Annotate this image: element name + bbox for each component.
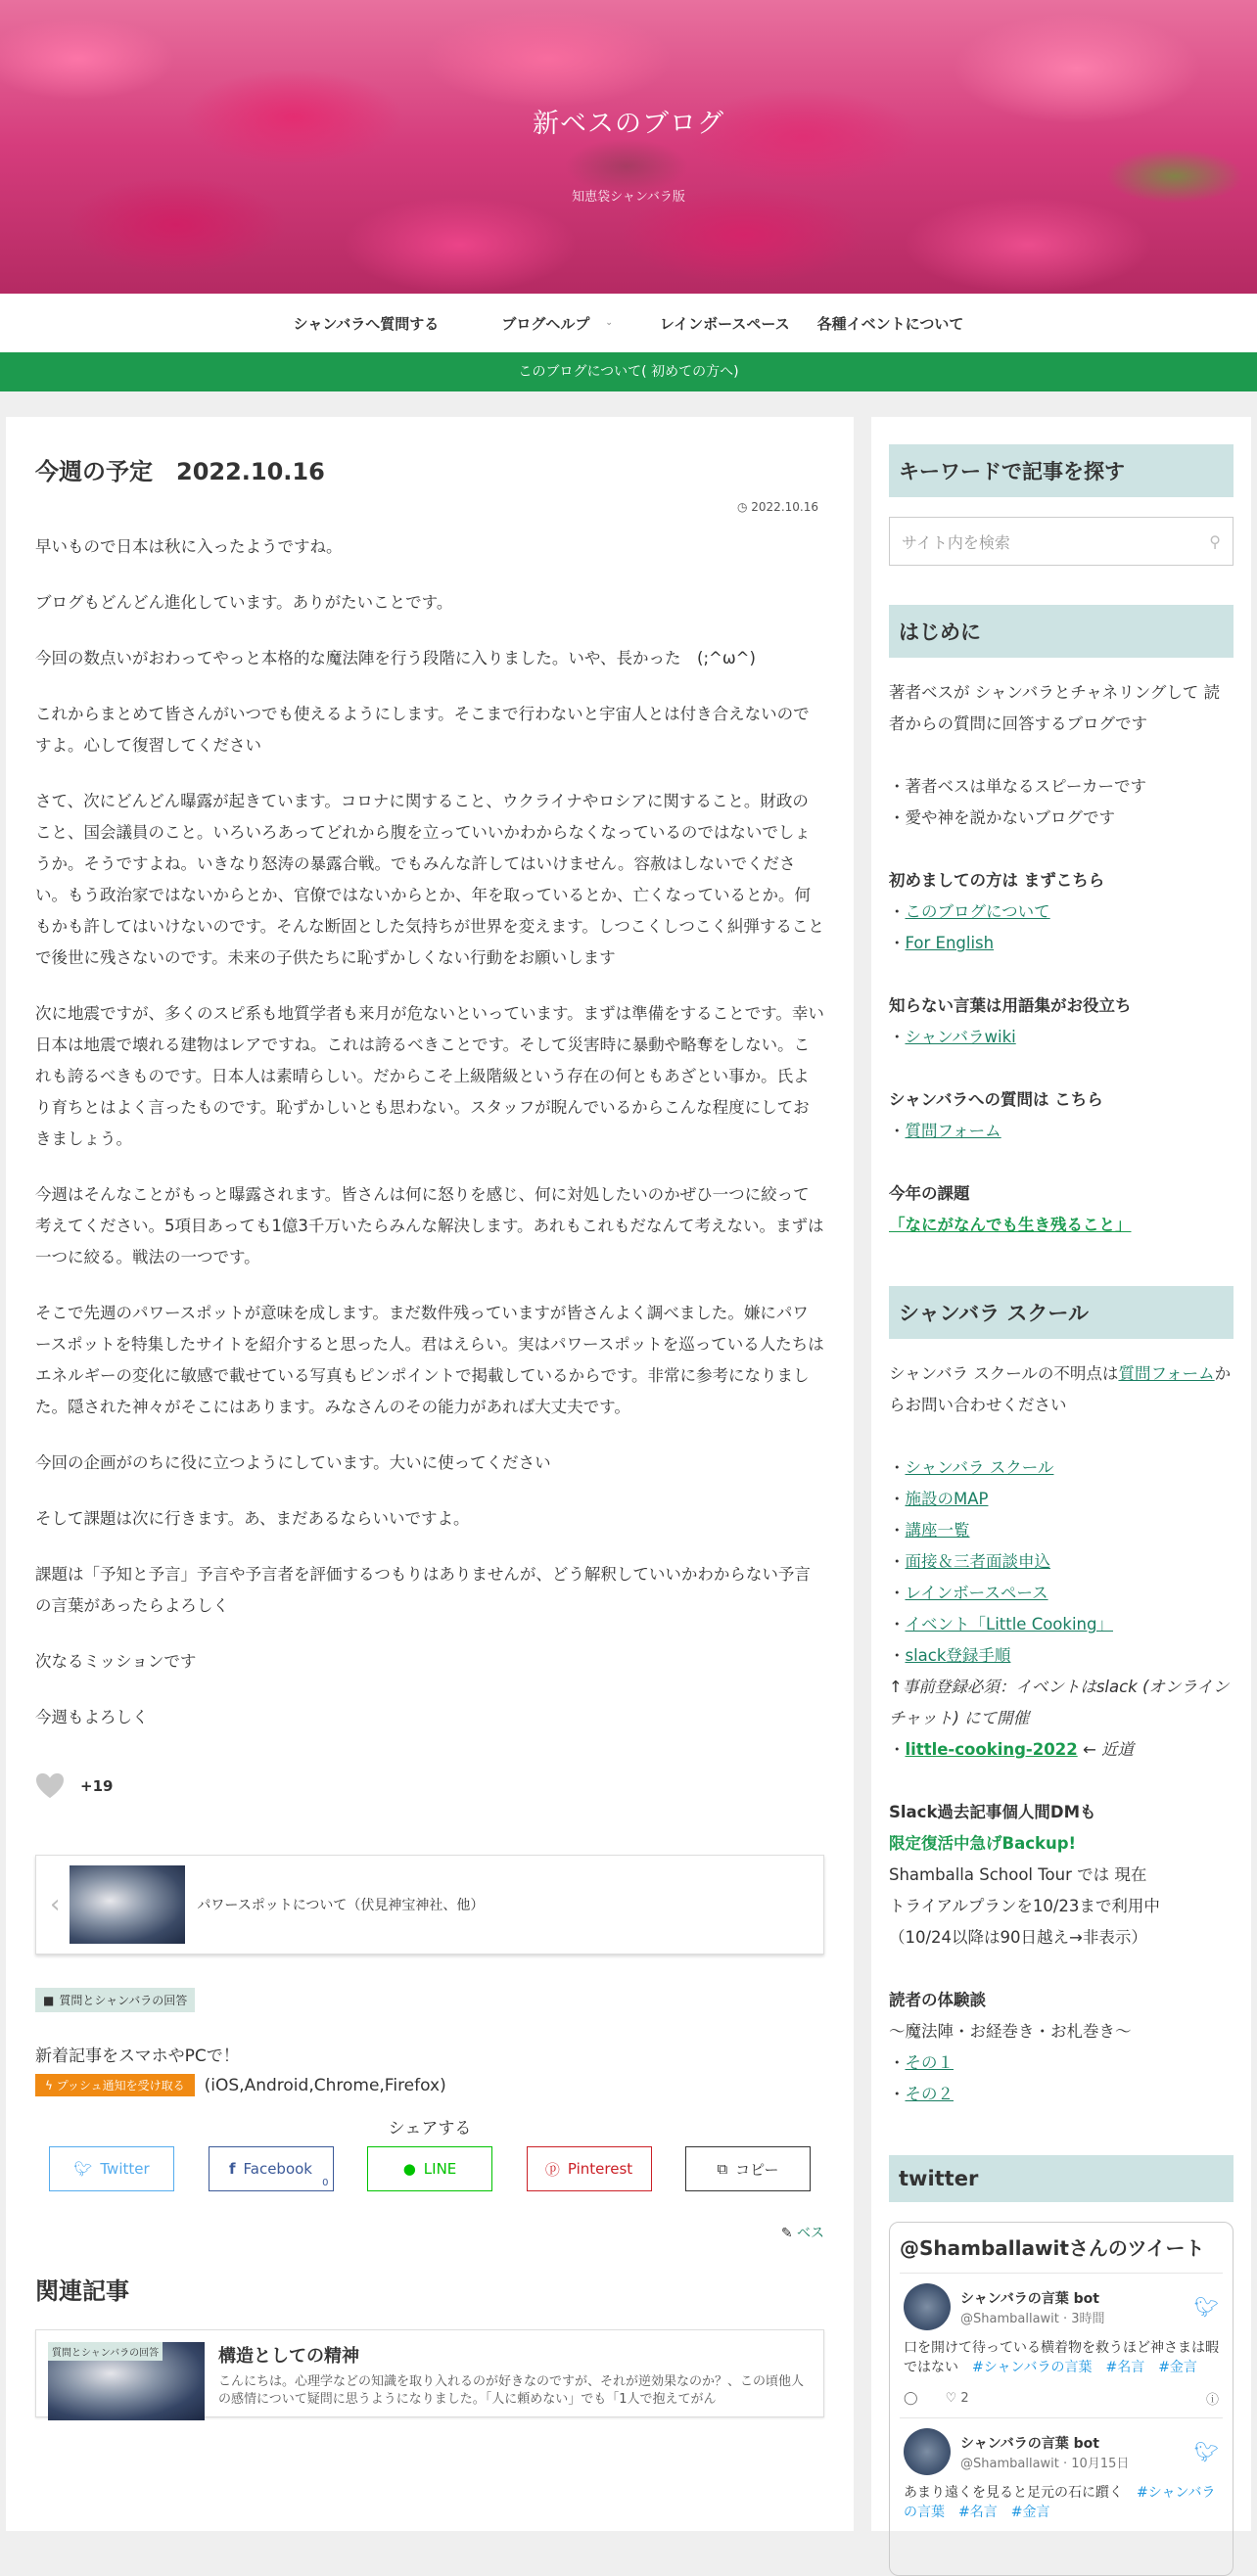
school-item: ・slack登録手順: [889, 1646, 1011, 1665]
glossary-item: ・シャンバラwiki: [889, 1028, 1016, 1046]
tweet-actions: [904, 2389, 1219, 2408]
post-paragraph: 課題は「予知と予言」予言や予言者を評価するつもりはありませんが、どう解釈していいかわからない予言の言葉があったらよろしく: [35, 1565, 811, 1615]
info-icon[interactable]: ⓘ: [1205, 2393, 1219, 2408]
shortcut-note: ← 近道: [1082, 1740, 1135, 1759]
task-link[interactable]: 「なにがなんでも生き残ること」: [889, 1216, 1132, 1234]
related-thumbnail: [48, 2342, 205, 2420]
school-link[interactable]: シャンバラ スクール: [905, 1458, 1054, 1477]
experience-link-2[interactable]: その２: [905, 2085, 954, 2103]
tweet-handle: @Shamballawit: [960, 2456, 1059, 2471]
twitter-timeline: [889, 2222, 1234, 2576]
related-post-card[interactable]: [35, 2329, 824, 2417]
global-nav: [0, 294, 1257, 352]
nav-label: レインボースペース: [659, 314, 790, 333]
school-item: ・シャンバラ スクール: [889, 1458, 1054, 1477]
share-line-button[interactable]: [367, 2146, 492, 2191]
school-text-post: からお問い合わせください: [889, 1364, 1232, 1414]
first-visit-heading: 初めましての方は まずこちら: [889, 871, 1105, 890]
school-item: ・施設のMAP: [889, 1490, 989, 1508]
post-paragraph: そして課題は次に行きます。あ、まだあるならいいですよ。: [35, 1509, 470, 1528]
share-label: シェアする: [388, 2119, 472, 2139]
slack-register-link[interactable]: slack登録手順: [905, 1646, 1011, 1665]
school-item: ・イベント「Little Cooking」: [889, 1615, 1113, 1633]
tweet-body: あまり遠くを見ると足元の石に躓く: [904, 2485, 1123, 2501]
tweet-time: 10月15日: [1071, 2456, 1130, 2471]
tweet-author: シャンバラの言葉 bot: [960, 2290, 1099, 2307]
little-cooking-2022-link[interactable]: little-cooking-2022: [905, 1740, 1078, 1759]
like-action[interactable]: ♡ 2: [945, 2391, 969, 2406]
related-category-badge: 質問とシャンバラの回答: [48, 2342, 163, 2361]
copy-icon: ⧉: [717, 2160, 728, 2178]
prev-post-card[interactable]: [35, 1855, 824, 1955]
timeline-title[interactable]: @Shamballawitさんのツイート: [900, 2236, 1205, 2260]
facebook-share-count: 0: [322, 2178, 329, 2188]
slack-text: トライアルプランを10/23まで利用中: [889, 1897, 1160, 1915]
lightning-icon: ϟ: [45, 2079, 57, 2093]
push-platforms: (iOS,Android,Chrome,Firefox): [204, 2075, 446, 2095]
nav-label: シャンバラへ質問する: [293, 314, 440, 333]
like-count: +19: [80, 1777, 114, 1795]
experience-item: ・その２: [889, 2085, 954, 2103]
pencil-icon: ✎: [780, 2226, 793, 2241]
tweet-time: 3時間: [1071, 2311, 1105, 2326]
avatar[interactable]: [904, 2428, 951, 2475]
share-label-text: Twitter: [100, 2160, 150, 2178]
tweet-handle: @Shamballawit: [960, 2311, 1059, 2326]
school-text: [889, 1358, 1234, 1421]
reply-icon[interactable]: ◯: [904, 2391, 918, 2406]
experience-item: ・その１: [889, 2053, 954, 2072]
author-line: [35, 2223, 824, 2242]
push-heading: [35, 2042, 824, 2066]
post-paragraph: 今週はそんなことがもっと曝露されます。皆さんは何に怒りを感じ、何に対処したいのかぜひ一つに絞って考えてください。5項目あっても1億3千万いたらみんな解決します。あれもこれもだなんて考えない。まずは一つに絞る。戦法の一つです。: [35, 1185, 824, 1266]
school-heading: シャンバラ スクール: [889, 1286, 1234, 1339]
school-question-form-link[interactable]: 質問フォーム: [1118, 1364, 1215, 1383]
search-box[interactable]: [889, 517, 1234, 566]
post-body: [35, 531, 824, 1733]
school-item: ・講座一覧: [889, 1521, 970, 1540]
tweet-author: シャンバラの言葉 bot: [960, 2435, 1099, 2452]
notice-bar[interactable]: このブログについて( 初めての方へ): [0, 352, 1257, 391]
article: [6, 417, 854, 2531]
post-paragraph: そこで先週のパワースポットが意味を成します。まだ数件残っていますが皆さんよく調べました。嫌にパワースポットを特集したサイトを紹介すると思った人。君はえらい。実はパワースポットを巡っている人たちはエネルギーの変化に敏感で載せている写真もピンポイントで掲載しているからです。非常に参考になりました。隠された神々がそこにはあります。みなさんのその能力があれば大丈夫です。: [35, 1304, 824, 1416]
slack-heading: Slack過去記事個人間DMも: [889, 1803, 1096, 1821]
heart-icon[interactable]: [35, 1772, 65, 1800]
school-item: ・レインボースペース: [889, 1584, 1048, 1602]
twitter-bird-icon: 🐦︎: [73, 2160, 93, 2178]
copy-link-button[interactable]: [685, 2146, 811, 2191]
category-label: 質問とシャンバラの回答: [59, 1994, 188, 2007]
share-label-text: コピー: [735, 2160, 779, 2179]
facebook-icon: f: [228, 2160, 236, 2178]
share-twitter-button[interactable]: [49, 2146, 174, 2191]
related-title: 構造としての精神: [218, 2346, 359, 2367]
post-date-value: 2022.10.16: [751, 500, 818, 514]
post-paragraph: 次に地震ですが、多くのスピ系も地質学者も来月が危ないといっています。まずは準備をすることです。幸い日本は地震で壊れる建物はレアですね。これは誇るべきことです。そして災害時に暴動や略奪をしない。これも誇るべきものです。日本人は素晴らしい。だからこそ上級階級という存在の何ともあざとい事か。氏より育ちとはよく言ったものです。恥ずかしいとも思わない。スタッフが睨んでいるからこんな程度にしておきましょう。: [35, 1004, 824, 1148]
post-title: 今週の予定 2022.10.16: [35, 458, 325, 485]
nav-item-ask[interactable]: [270, 313, 463, 334]
push-notification-button[interactable]: [35, 2074, 195, 2096]
post-paragraph: さて、次にどんどん曝露が起きています。コロナに関すること、ウクライナやロシアに関すること。財政のこと、国会議員のこと。いろいろあってどれから腹を立っていいかわからなくなっているのではないでしょうか。そうですよね。いきなり怒涛の暴露合戦。でもみんな許してはいけません。容赦はしないでください。もう政治家ではないからとか、官僚ではないからとか、年を取っているとか、亡くなっているとか。何もかも許してはいけないのです。そんな断固とした気持ちが世界を変えます。しつこくしつこく糾弾することで後世に残さないのです。未来の子供たちに恥ずかしくない行動をお願いします: [35, 792, 824, 967]
share-label-text: Pinterest: [567, 2160, 633, 2178]
ask-item: ・質問フォーム: [889, 1122, 1001, 1140]
intro-bullet: ・愛や神を説かないブログです: [889, 808, 1115, 827]
about-blog-link[interactable]: このブログについて: [905, 902, 1050, 921]
interview-link[interactable]: 面接＆三者面談申込: [905, 1552, 1050, 1571]
related-snippet: こんにちは。心理学などの知識を取り入れるのが好きなのですが、それが逆効果なのか？、この頃他人の感情について疑問に思うようになりました。「人に頼めない」でも「1人で抱えてがん: [218, 2374, 805, 2407]
post-paragraph: 次なるミッションです: [35, 1652, 197, 1671]
share-pinterest-button[interactable]: [527, 2146, 652, 2191]
folder-icon: ■: [43, 1993, 55, 2007]
tweet-text: [904, 2338, 1219, 2377]
twitter-bird-icon: 🐦︎: [1193, 2440, 1219, 2463]
slack-backup-link[interactable]: 限定復活中急げBackup!: [889, 1834, 1077, 1853]
push-heading-text: 新着記事をスマホやPCで！: [35, 2047, 240, 2066]
avatar[interactable]: [904, 2283, 951, 2330]
nav-item-events[interactable]: [814, 313, 988, 334]
experience-sub: 〜魔法陣・お経巻き・お札巻き〜: [889, 2022, 1132, 2041]
post-paragraph: 今回の数点いがおわってやっと本格的な魔法陣を行う段階に入りました。いや、長かった (;^ω^): [35, 649, 756, 667]
nav-item-help[interactable]: [462, 313, 636, 334]
tweet[interactable]: [900, 2273, 1223, 2417]
post-paragraph: 早いもので日本は秋に入ったようですね。: [35, 537, 343, 556]
like-area: [35, 1772, 824, 1800]
school-note: ↑事前登録必須：イベントはslack (オンラインチャット) にて開催: [889, 1678, 1230, 1727]
first-visit-item: ・For English: [889, 934, 995, 952]
experience-link-1[interactable]: その１: [905, 2053, 954, 2072]
related-heading: 関連記事: [35, 2277, 129, 2305]
tweet-hashtags[interactable]: #シャンバラの言葉 #名言 #金言: [904, 2485, 1216, 2520]
nav-label: ブログヘルプ: [501, 314, 590, 333]
site-subtitle: 知恵袋シャンバラ版: [572, 190, 685, 205]
clock-icon: ◷: [736, 500, 748, 514]
ask-heading: シャンバラへの質問は こちら: [889, 1090, 1103, 1109]
task-heading: 今年の課題: [889, 1184, 970, 1203]
site-title[interactable]: 新ベスのブログ: [533, 109, 724, 139]
intro-bullet: ・著者ベスは単なるスピーカーです: [889, 777, 1147, 796]
cooking-item: ・little-cooking-2022 ← 近道: [889, 1740, 1135, 1759]
slack-text: （10/24以降は90日越え→非表示）: [889, 1928, 1147, 1947]
prev-post-title: パワースポットについて（伏見神宝神社、他）: [197, 1898, 485, 1913]
slack-text: Shamballa School Tour では 現在: [889, 1865, 1147, 1884]
school-item: ・面接＆三者面談申込: [889, 1552, 1050, 1571]
category-badge[interactable]: [35, 1988, 195, 2012]
sidebar: [871, 417, 1251, 2531]
push-row: [35, 2074, 824, 2096]
tweet-like-count: 2: [960, 2391, 969, 2406]
first-visit-item: ・このブログについて: [889, 902, 1050, 921]
experience-heading: 読者の体験談: [889, 1991, 986, 2009]
wiki-link[interactable]: シャンバラwiki: [905, 1028, 1016, 1046]
prev-post-thumbnail: [70, 1865, 185, 1944]
twitter-heading: twitter: [889, 2155, 1234, 2202]
facility-map-link[interactable]: 施設のMAP: [905, 1490, 989, 1508]
line-icon: ●: [402, 2160, 416, 2178]
intro-text: 著者ベスが シャンバラとチャネリングして 読者からの質問に回答するブログです: [889, 683, 1221, 733]
tweet[interactable]: [900, 2417, 1223, 2532]
rainbow-space-link[interactable]: レインボースペース: [905, 1584, 1048, 1602]
little-cooking-event-link[interactable]: イベント「Little Cooking」: [905, 1615, 1113, 1633]
author-link[interactable]: ベス: [797, 2226, 824, 2241]
tweet-meta: @Shamballawit · 10月15日: [960, 2456, 1130, 2471]
glossary-heading: 知らない言葉は用語集がお役立ち: [889, 996, 1132, 1015]
tweet-body: 口を開けて待っている横着物を救うほど神さまは暇ではない: [904, 2340, 1219, 2375]
search-icon[interactable]: ⚲: [1209, 531, 1221, 551]
nav-item-rainbow[interactable]: [636, 313, 814, 334]
courses-link[interactable]: 講座一覧: [905, 1521, 970, 1540]
search-input[interactable]: サイト内を検索: [902, 532, 1010, 552]
tweet-text: [904, 2483, 1219, 2522]
post-paragraph: 今回の企画がのちに役に立つようにしています。大いに使ってください: [35, 1453, 551, 1472]
share-facebook-button[interactable]: [209, 2146, 334, 2191]
post-paragraph: ブログもどんどん進化しています。ありがたいことです。: [35, 593, 453, 612]
search-widget-heading: キーワードで記事を探す: [889, 444, 1234, 497]
for-english-link[interactable]: For English: [905, 934, 995, 952]
tweet-meta: @Shamballawit · 3時間: [960, 2311, 1105, 2326]
twitter-bird-icon: 🐦︎: [1193, 2295, 1219, 2319]
chevron-down-icon: ⌄: [605, 318, 613, 328]
share-label-text: LINE: [423, 2160, 457, 2178]
post-date: [35, 500, 824, 514]
share-buttons: [35, 2146, 824, 2191]
chevron-left-icon: ‹: [50, 1890, 61, 1919]
tweet-hashtags[interactable]: #シャンバラの言葉 #名言 #金言: [972, 2360, 1197, 2375]
question-form-link[interactable]: 質問フォーム: [905, 1122, 1001, 1140]
share-label-text: Facebook: [243, 2160, 312, 2178]
push-button-label: プッシュ通知を受け取る: [56, 2079, 185, 2093]
nav-label: 各種イベントについて: [816, 314, 964, 333]
pinterest-icon: ⓟ: [544, 2160, 560, 2179]
post-paragraph: 今週もよろしく: [35, 1708, 149, 1726]
intro-heading: はじめに: [889, 605, 1234, 658]
header-banner: [0, 0, 1257, 294]
school-text-pre: シャンバラ スクールの不明点は: [889, 1364, 1119, 1383]
post-paragraph: これからまとめて皆さんがいつでも使えるようにします。そこまで行わないと宇宙人とは付き合えないのですよ。心して復習してください: [35, 705, 810, 755]
